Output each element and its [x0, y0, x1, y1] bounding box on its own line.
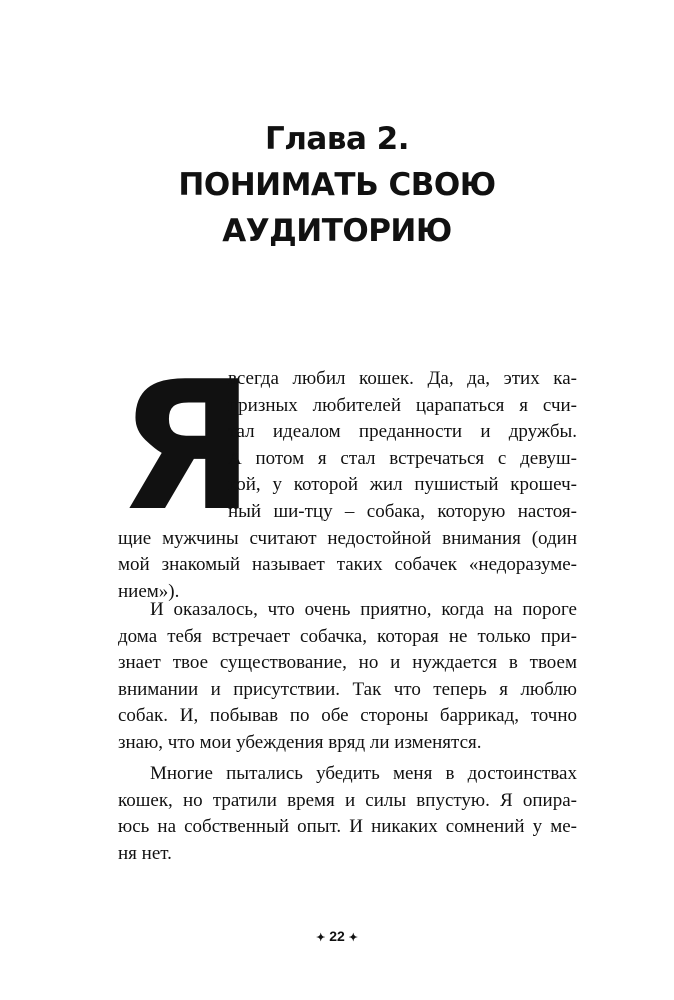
- text-line: нием»).: [118, 580, 180, 602]
- text-line: собак. И, побывав по обе стороны баррикад, точно: [118, 705, 577, 727]
- text-line: призных любителей царапаться я счи-: [228, 394, 577, 416]
- text-line: юсь на собственный опыт. И никаких сомнений у ме-: [118, 816, 577, 838]
- paragraph-1: [118, 343, 577, 605]
- text-line: ня нет.: [118, 842, 172, 864]
- page-number: [0, 928, 674, 944]
- text-line: ный ши-тцу – собака, которую настоя-: [228, 500, 577, 522]
- text-line: тал идеалом преданности и дружбы.: [228, 421, 577, 443]
- text-line: Многие пытались убедить меня в достоинствах: [150, 763, 577, 784]
- text-line: кошек, но тратили время и силы впустую. Я опира-: [118, 789, 577, 811]
- text-line: И оказалось, что очень приятно, когда на пороге: [150, 599, 577, 620]
- ornament-star-icon: ✦: [348, 932, 358, 944]
- paragraph-3: [118, 761, 577, 867]
- chapter-title-line: Глава 2.: [264, 121, 410, 157]
- text-line: кой, у которой жил пушистый крошеч-: [228, 474, 577, 496]
- page-number-value: 22: [329, 928, 345, 944]
- chapter-title-line: АУДИТОРИЮ: [222, 213, 452, 249]
- ornament-star-icon: ✦: [316, 932, 326, 944]
- text-line: знает твое существование, но и нуждается в твоем: [118, 652, 577, 674]
- text-line: дома тебя встречает собачка, которая не только при-: [118, 625, 577, 647]
- drop-cap: Я: [118, 343, 250, 550]
- text-line: А потом я стал встречаться с девуш-: [228, 447, 577, 469]
- paragraph-2: [118, 597, 577, 757]
- chapter-title: [0, 116, 674, 254]
- text-line: знаю, что мои убеждения вряд ли изменятся.: [118, 731, 482, 753]
- text-line: внимании и присутствии. Так что теперь я люблю: [118, 678, 577, 700]
- chapter-title-line: ПОНИМАТЬ СВОЮ: [178, 167, 496, 203]
- text-line: всегда любил кошек. Да, да, этих ка-: [228, 368, 577, 389]
- text-line: мой знакомый называет таких собачек «недоразуме-: [118, 554, 577, 576]
- text-line: щие мужчины считают недостойной внимания (один: [118, 527, 577, 549]
